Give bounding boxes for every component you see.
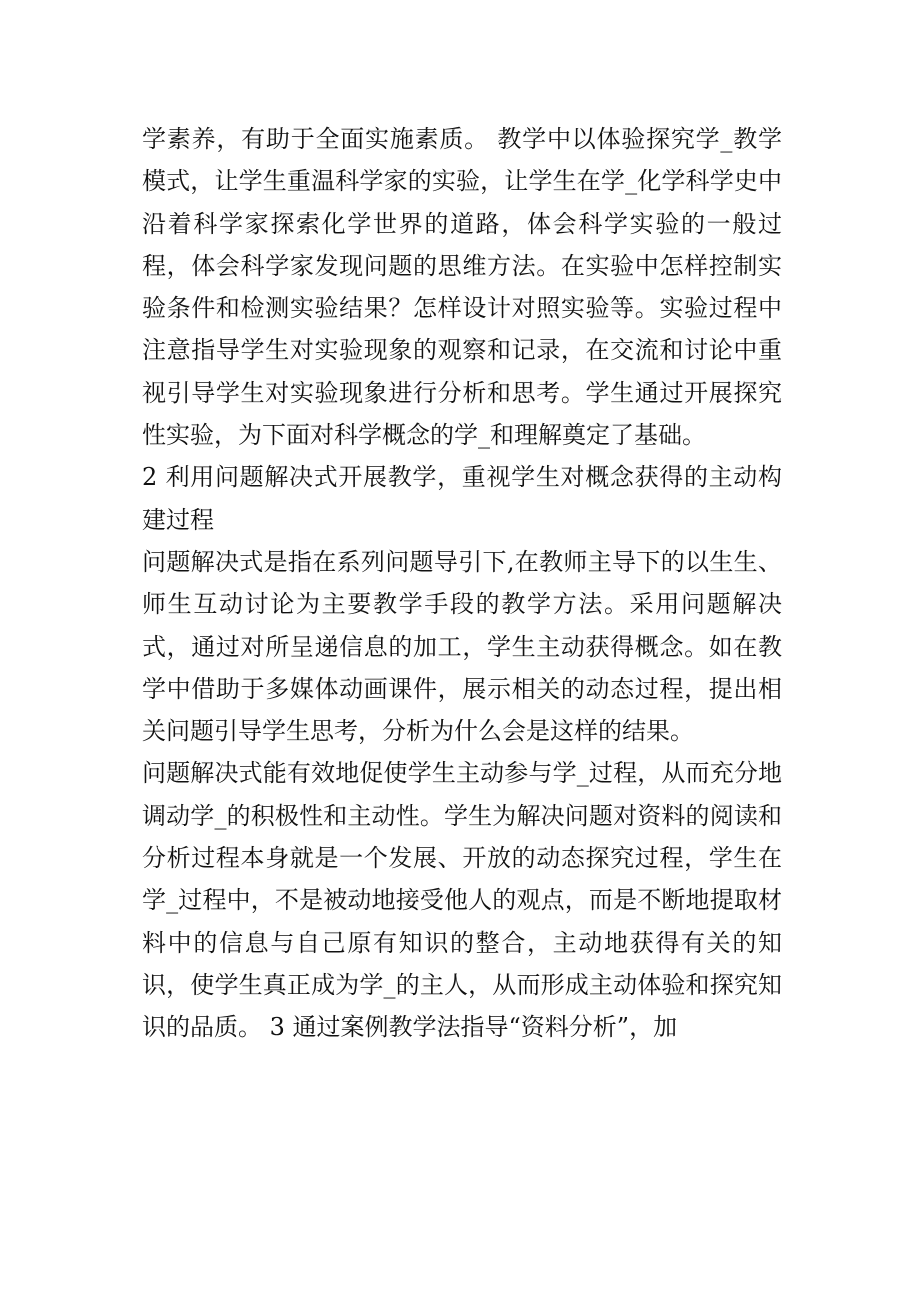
paragraph-problem-solving-definition: 问题解决式是指在系列问题导引下,在教师主导下的以生生、师生互动讨论为主要教学手段的教学方法。采用问题解决式，通过对所呈递信息的加工，学生主动获得概念。如在教学中借助于多媒体动画课件，展示相关的动态过程，提出相关问题引导学生思考，分析为什么会是这样的结果。 bbox=[142, 547, 782, 746]
paragraph-problem-solving-benefits: 问题解决式能有效地促使学生主动参与学_过程，从而充分地调动学_的积极性和主动性。学生为解决问题对资料的阅读和分析过程本身就是一个发展、开放的动态探究过程，学生在学_过程中，不是被动地接受他人的观点，而是不断地提取材料中的信息与自己原有知识的整合，主动地获得有关的知识，使学生真正成为学_的主人，从而形成主动体验和探究知识的品质。 3 通过案例教学法指导“资料分析”，加 bbox=[142, 759, 782, 1042]
paragraph-inquiry-teaching: 学素养，有助于全面实施素质。 教学中以体验探究学_教学模式，让学生重温科学家的实验，让学生在学_化学科学史中沿着科学家探索化学世界的道路，体会科学实验的一般过程，体会科学家发现问题的思维方法。在实验中怎样控制实验条件和检测实验结果？怎样设计对照实验等。实验过程中注意指导学生对实验现象的观察和记录，在交流和讨论中重视引导学生对实验现象进行分析和思考。学生通过开展探究性实验，为下面对科学概念的学_和理解奠定了基础。 bbox=[142, 125, 782, 450]
section-heading-problem-solving: 2 利用问题解决式开展教学，重视学生对概念获得的主动构建过程 bbox=[142, 463, 782, 534]
document-body bbox=[142, 118, 782, 1049]
